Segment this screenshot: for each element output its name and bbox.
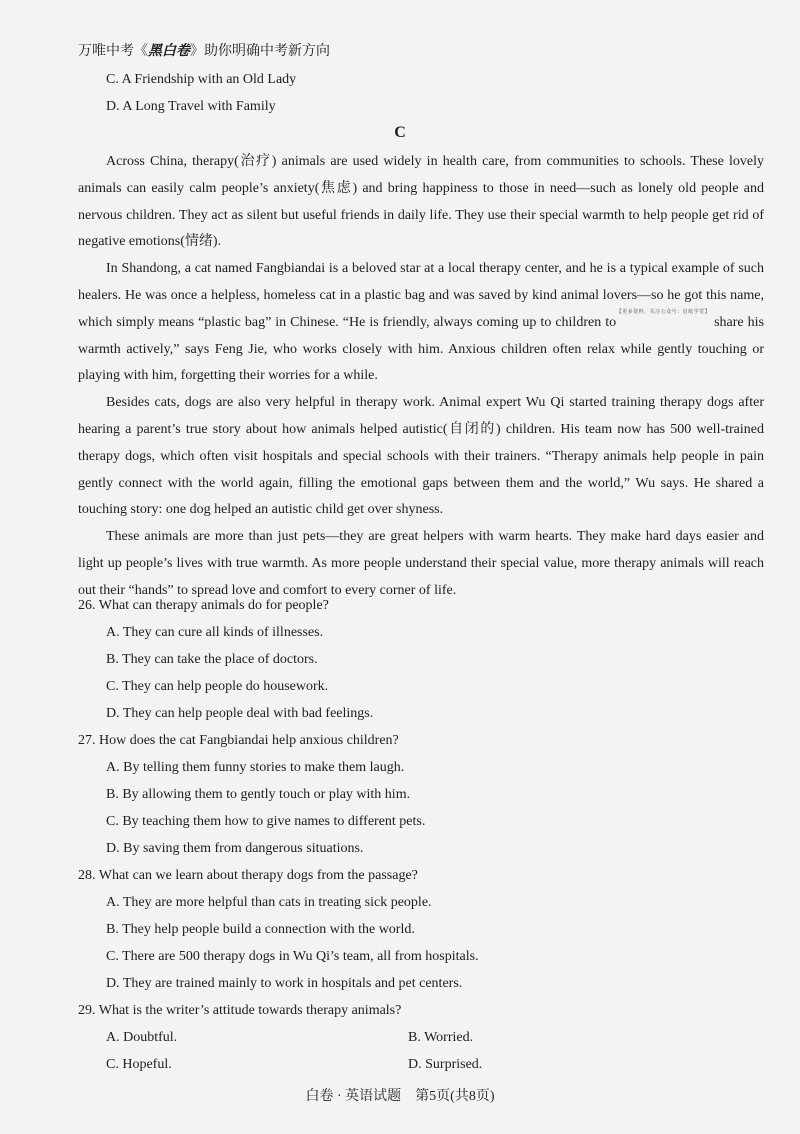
question-27: 27. How does the cat Fangbiandai help anxious children? [78,733,399,748]
passage-paragraph-1: Across China, therapy(治疗) animals are used widely in health care, from communities to schools. These lovely animals can easily calm people’s anxiety(焦虑) and bring happiness to those in need—such as lonely old people and nervous children. They act as silent but useful friends in daily life. They use their special warmth to help people get rid of negative emotions(情绪). [78,154,764,250]
question-26: 26. What can therapy animals do for people? [78,598,329,613]
question-26-option-d: D. They can help people deal with bad feelings. [106,706,374,721]
question-27-option-b: B. By allowing them to gently touch or play with him. [106,787,411,802]
passage-paragraph-3: Besides cats, dogs are also very helpful in therapy work. Animal expert Wu Qi started training therapy dogs after hearing a parent’s true story about how animals helped autistic(自闭的) children. His team now has 500 well-trained therapy dogs, which often visit hospitals and special schools with their trainers. “Therapy animals help people in pain gently connect with the world again, filling the emotional gaps between them and the world,” Wu says. He shared a touching story: one dog helped an autistic child get over shyness. [78,395,764,518]
previous-option-c: C. A Friendship with an Old Lady [106,72,297,87]
page-footer: 白卷 · 英语试题 第5页(共8页) [305,1089,495,1104]
header-prefix: 万唯中考《 [78,44,148,59]
question-29-option-a: A. Doubtful. [106,1030,178,1045]
header-brand: 黑白卷 [148,44,190,59]
question-28-option-b: B. They help people build a connection with the world. [106,922,415,937]
question-27-option-d: D. By saving them from dangerous situations. [106,841,364,856]
question-29: 29. What is the writer’s attitude towards therapy animals? [78,1003,402,1018]
passage-paragraph-4: These animals are more than just pets—they are great helpers with warm hearts. They make hard days easier and light up people’s lives with true warmth. As more people understand their special value, more therapy animals will reach out their “hands” to spread love and comfort to every corner of life. [78,529,764,598]
question-27-option-a: A. By telling them funny stories to make them laugh. [106,760,405,775]
watermark-note: 【更多资料，关注公众号：启航学堂】 [616,309,711,315]
question-28-option-a: A. They are more helpful than cats in treating sick people. [106,895,432,910]
previous-option-d: D. A Long Travel with Family [106,99,276,114]
section-title: C [394,124,406,141]
page-header [78,40,330,60]
question-29-option-d: D. Surprised. [408,1057,483,1072]
question-29-option-c: C. Hopeful. [106,1057,172,1072]
question-28-option-d: D. They are trained mainly to work in hospitals and pet centers. [106,976,463,991]
question-26-option-a: A. They can cure all kinds of illnesses. [106,625,324,640]
question-28-option-c: C. There are 500 therapy dogs in Wu Qi’s team, all from hospitals. [106,949,479,964]
passage-paragraph-2: In Shandong, a cat named Fangbiandai is a beloved star at a local therapy center, and he is a typical example of such healers. He was once a helpless, homeless cat in a plastic bag and was saved by kind animal lovers—so he got this name, which simply means “plastic bag” in Chinese. “He is friendly, always coming up to children to$^{【更多资料,关注公众号:启航学堂】}$ share his warmth actively,” says Feng Jie, who works closely with him. Anxious children often relax while gently touching or playing with him, forgetting their worries for a while. [78,261,764,384]
question-26-option-c: C. They can help people do housework. [106,679,329,694]
question-29-option-b: B. Worried. [408,1030,474,1045]
question-27-option-c: C. By teaching them how to give names to different pets. [106,814,426,829]
question-26-option-b: B. They can take the place of doctors. [106,652,318,667]
question-28: 28. What can we learn about therapy dogs from the passage? [78,868,418,883]
header-suffix: 》助你明确中考新方向 [190,44,330,59]
reading-passage [78,149,764,605]
